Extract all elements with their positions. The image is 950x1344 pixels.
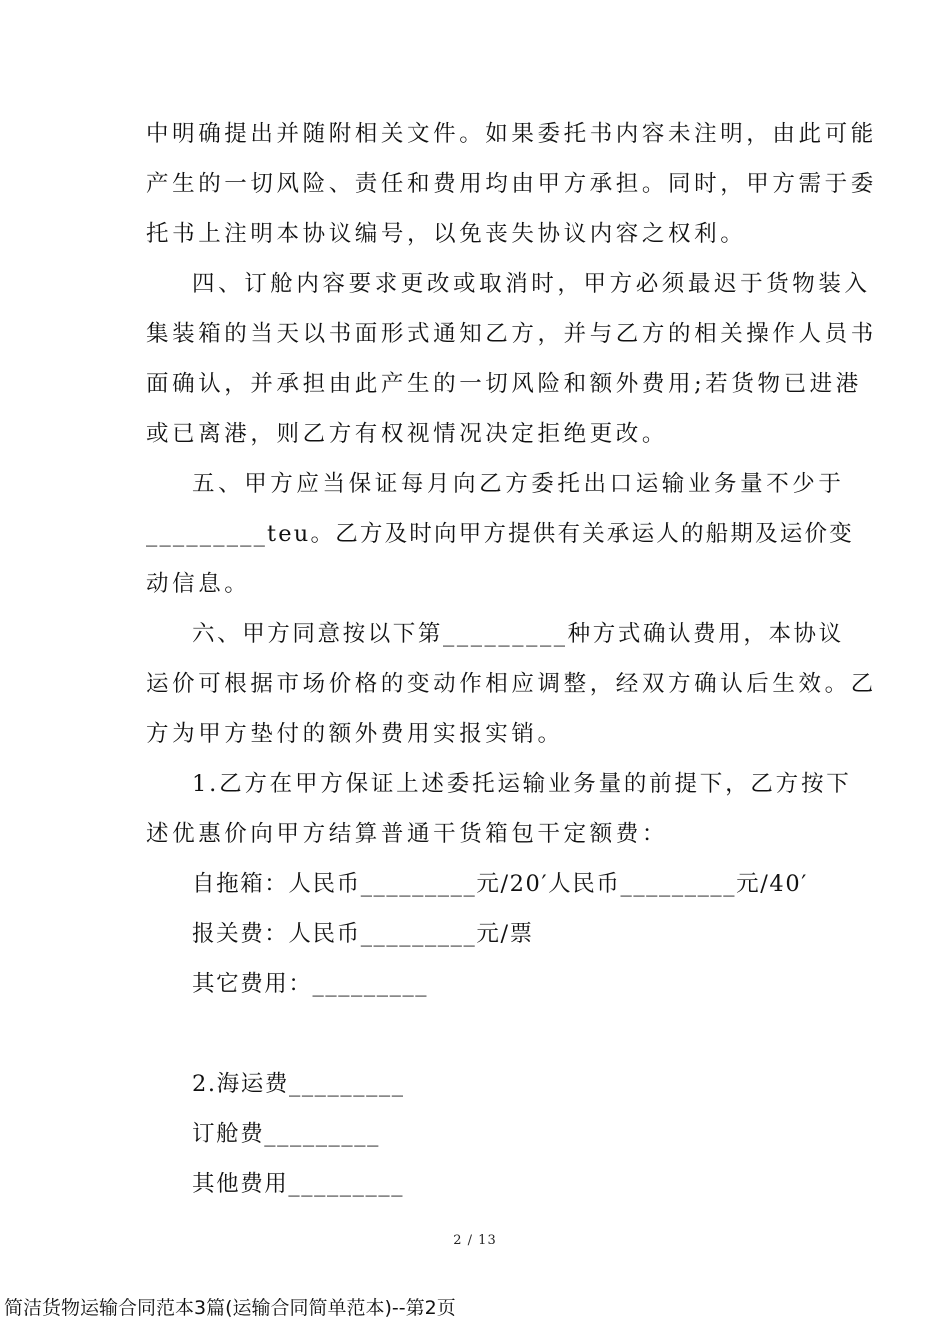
fee-towing: 自拖箱：人民币_________元/20′人民币_________元/40′ [192,871,808,897]
clause-four: 四、订舱内容要求更改或取消时，甲方必须最迟于货物装入 [192,271,871,297]
text-line: 方为甲方垫付的额外费用实报实销。 [146,721,564,747]
text-line: 动信息。 [146,571,251,597]
clause-six: 六、甲方同意按以下第_________种方式确认费用，本协议 [192,621,844,647]
footer-caption: 简洁货物运输合同范本3篇(运输合同简单范本)--第2页 [4,1297,456,1319]
page-number: 2 / 13 [453,1233,497,1248]
text-line: 集装箱的当天以书面形式通知乙方，并与乙方的相关操作人员书 [146,321,877,347]
item-two-ocean-freight: 2.海运费_________ [192,1071,405,1097]
text-line: 述优惠价向甲方结算普通干货箱包干定额费： [146,821,669,847]
text-line: 中明确提出并随附相关文件。如果委托书内容未注明，由此可能 [146,121,877,147]
text-line: 产生的一切风险、责任和费用均由甲方承担。同时，甲方需于委 [146,171,877,197]
clause-five: 五、甲方应当保证每月向乙方委托出口运输业务量不少于 [192,471,845,497]
fee-misc: 其他费用_________ [192,1171,405,1197]
fee-booking: 订舱费_________ [192,1121,380,1147]
text-line: 或已离港，则乙方有权视情况决定拒绝更改。 [146,421,669,447]
text-line: _________teu。乙方及时向甲方提供有关承运人的船期及运价变 [146,521,854,547]
text-line: 托书上注明本协议编号，以免丧失协议内容之权利。 [146,221,747,247]
fee-customs: 报关费：人民币_________元/票 [192,921,534,947]
item-one: 1.乙方在甲方保证上述委托运输业务量的前提下，乙方按下 [192,771,852,797]
text-line: 运价可根据市场价格的变动作相应调整，经双方确认后生效。乙 [146,671,877,697]
fee-other: 其它费用：_________ [192,971,429,997]
text-line: 面确认，并承担由此产生的一切风险和额外费用;若货物已进港 [146,371,862,397]
